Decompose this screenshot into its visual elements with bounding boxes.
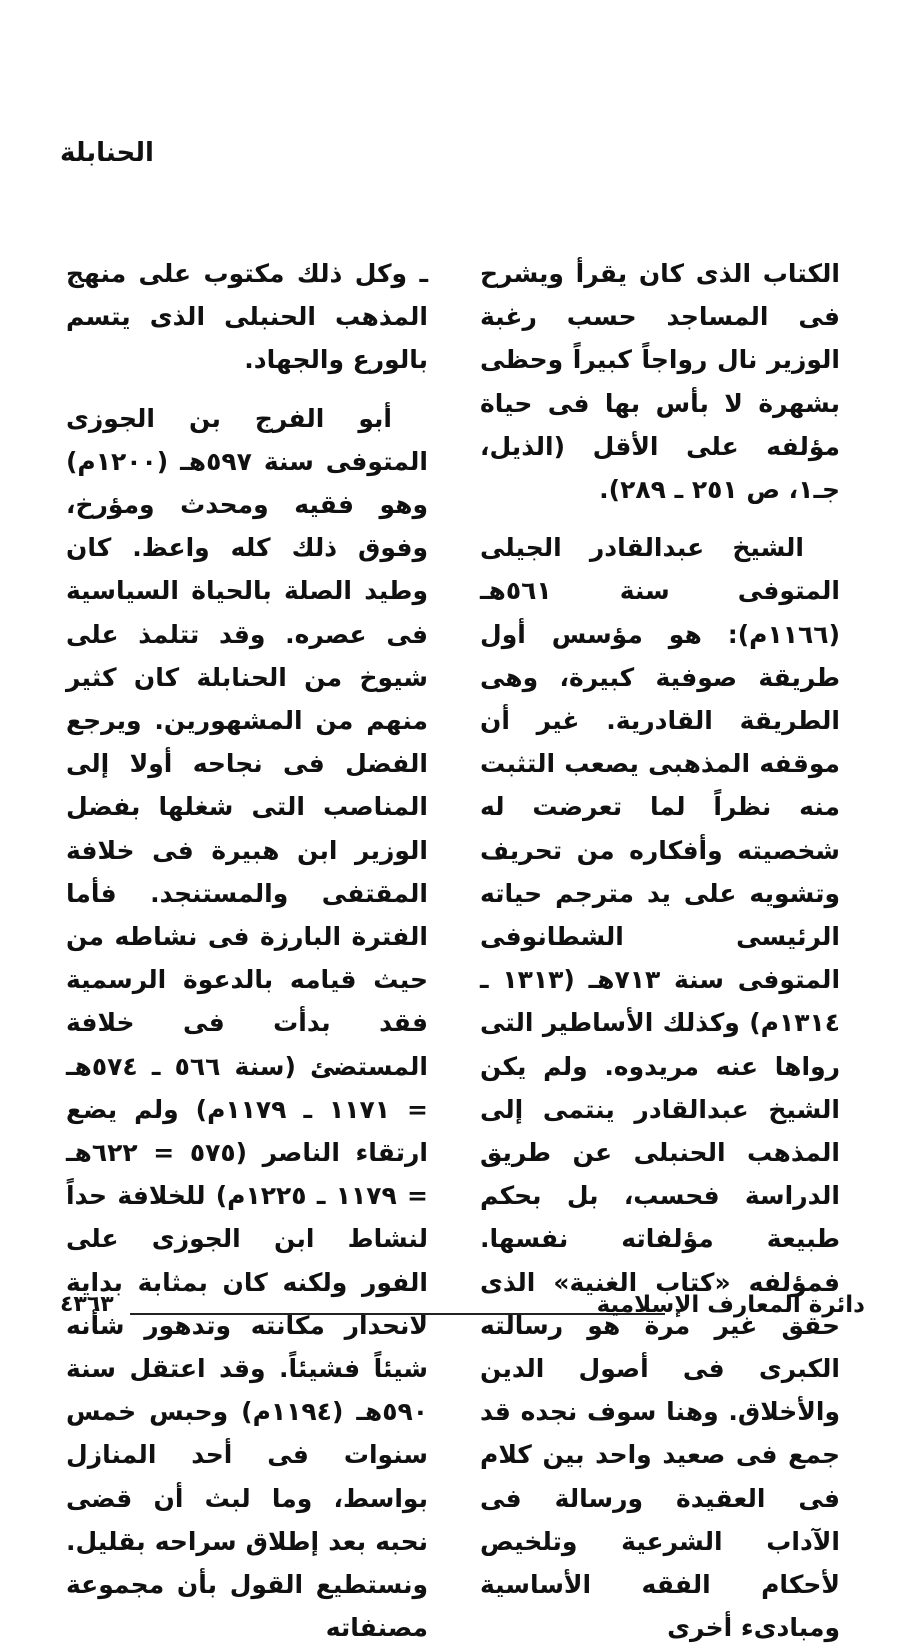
paragraph: الشيخ عبدالقادر الجيلى المتوفى سنة ٥٦١هـ (١١٦٦م): هو مؤسس أول طريقة صوفية كبيرة، وهى الطريقة القادرية. غير أن موقفه المذهبى يصعب التثبت منه نظراً لما تعرضت له شخصيته وأفكاره من تحريف وتشويه على يد مترجم حياته الرئيسى الشطانوفى المتوفى سنة ٧١٣هـ (١٣١٣ ـ ١٣١٤م) وكذلك الأساطير التى رواها عنه مريدوه. ولم يكن الشيخ عبدالقادر ينتمى إلى المذهب الحنبلى عن طريق الدراسة فحسب، بل بحكم طبيعة مؤلفاته نفسها. فمؤلفه «كتاب الغنية» الذى حقق غير مرة هو رسالته الكبرى فى أصول الدين والأخلاق. وهنا سوف نجده قد جمع فى صعيد واحد بين كلام فى العقيدة ورسالة فى الآداب الشرعية وتلخيص لأحكام الفقه الأساسية ومبادىء أخرى [480,533,841,1643]
page-number: ٤٣٦٣ [60,1292,114,1317]
footer-publication-title: دائرة المعارف الإسلامية [596,1292,865,1318]
paragraph: أبو الفرج بن الجوزى المتوفى سنة ٥٩٧هـ (١٢٠٠م) وهو فقيه ومحدث ومؤرخ، وفوق ذلك كله واعظ. كان وطيد الصلة بالحياة السياسية فى عصره. وقد تتلمذ على شيوخ من الحنابلة كان كثير منهم من المشهورين. ويرجع الفضل فى نجاحه أولا إلى المناصب التى شغلها بفضل الوزير ابن هبيرة فى خلافة المقتفى والمستنجد. فأما الفترة البارزة فى نشاطه من حيث قيامه بالدعوة الرسمية فقد بدأت فى خلافة المستضئ (سنة ٥٦٦ ـ ٥٧٤هـ = ١١٧١ ـ ١١٧٩م) ولم يضع ارتقاء الناصر (٥٧٥ = ٦٢٢هـ = ١١٧٩ ـ ١٢٢٥م) للخلافة حداً لنشاط ابن الجوزى على الفور ولكنه كان بمثابة بداية لانحدار مكانته وتدهور شأنه شيئاً فشيئاً. وقد اعتقل سنة ٥٩٠هـ (١١٩٤م) وحبس خمس سنوات فى أحد المنازل بواسط، وما لبث أن قضى نحبه بعد إطلاق سراحه بقليل. ونستطيع القول بأن مجموعة مصنفاته [66,403,429,1643]
running-header-title: الحنابلة [60,138,154,168]
right-column [480,252,840,1650]
page-footer [60,1292,865,1332]
left-column [66,252,428,1650]
paragraph: ـ وكل ذلك مكتوب على منهج المذهب الحنبلى الذى يتسم بالورع والجهاد. [66,259,428,375]
footer-rule [130,1313,665,1315]
paragraph: الكتاب الذى كان يقرأ ويشرح فى المساجد حسب رغبة الوزير نال رواجاً كبيراً وحظى بشهرة لا بأس بها فى حياة مؤلفه على الأقل (الذيل، جـ١، ص ٢٥١ ـ ٢٨٩). [480,259,840,505]
